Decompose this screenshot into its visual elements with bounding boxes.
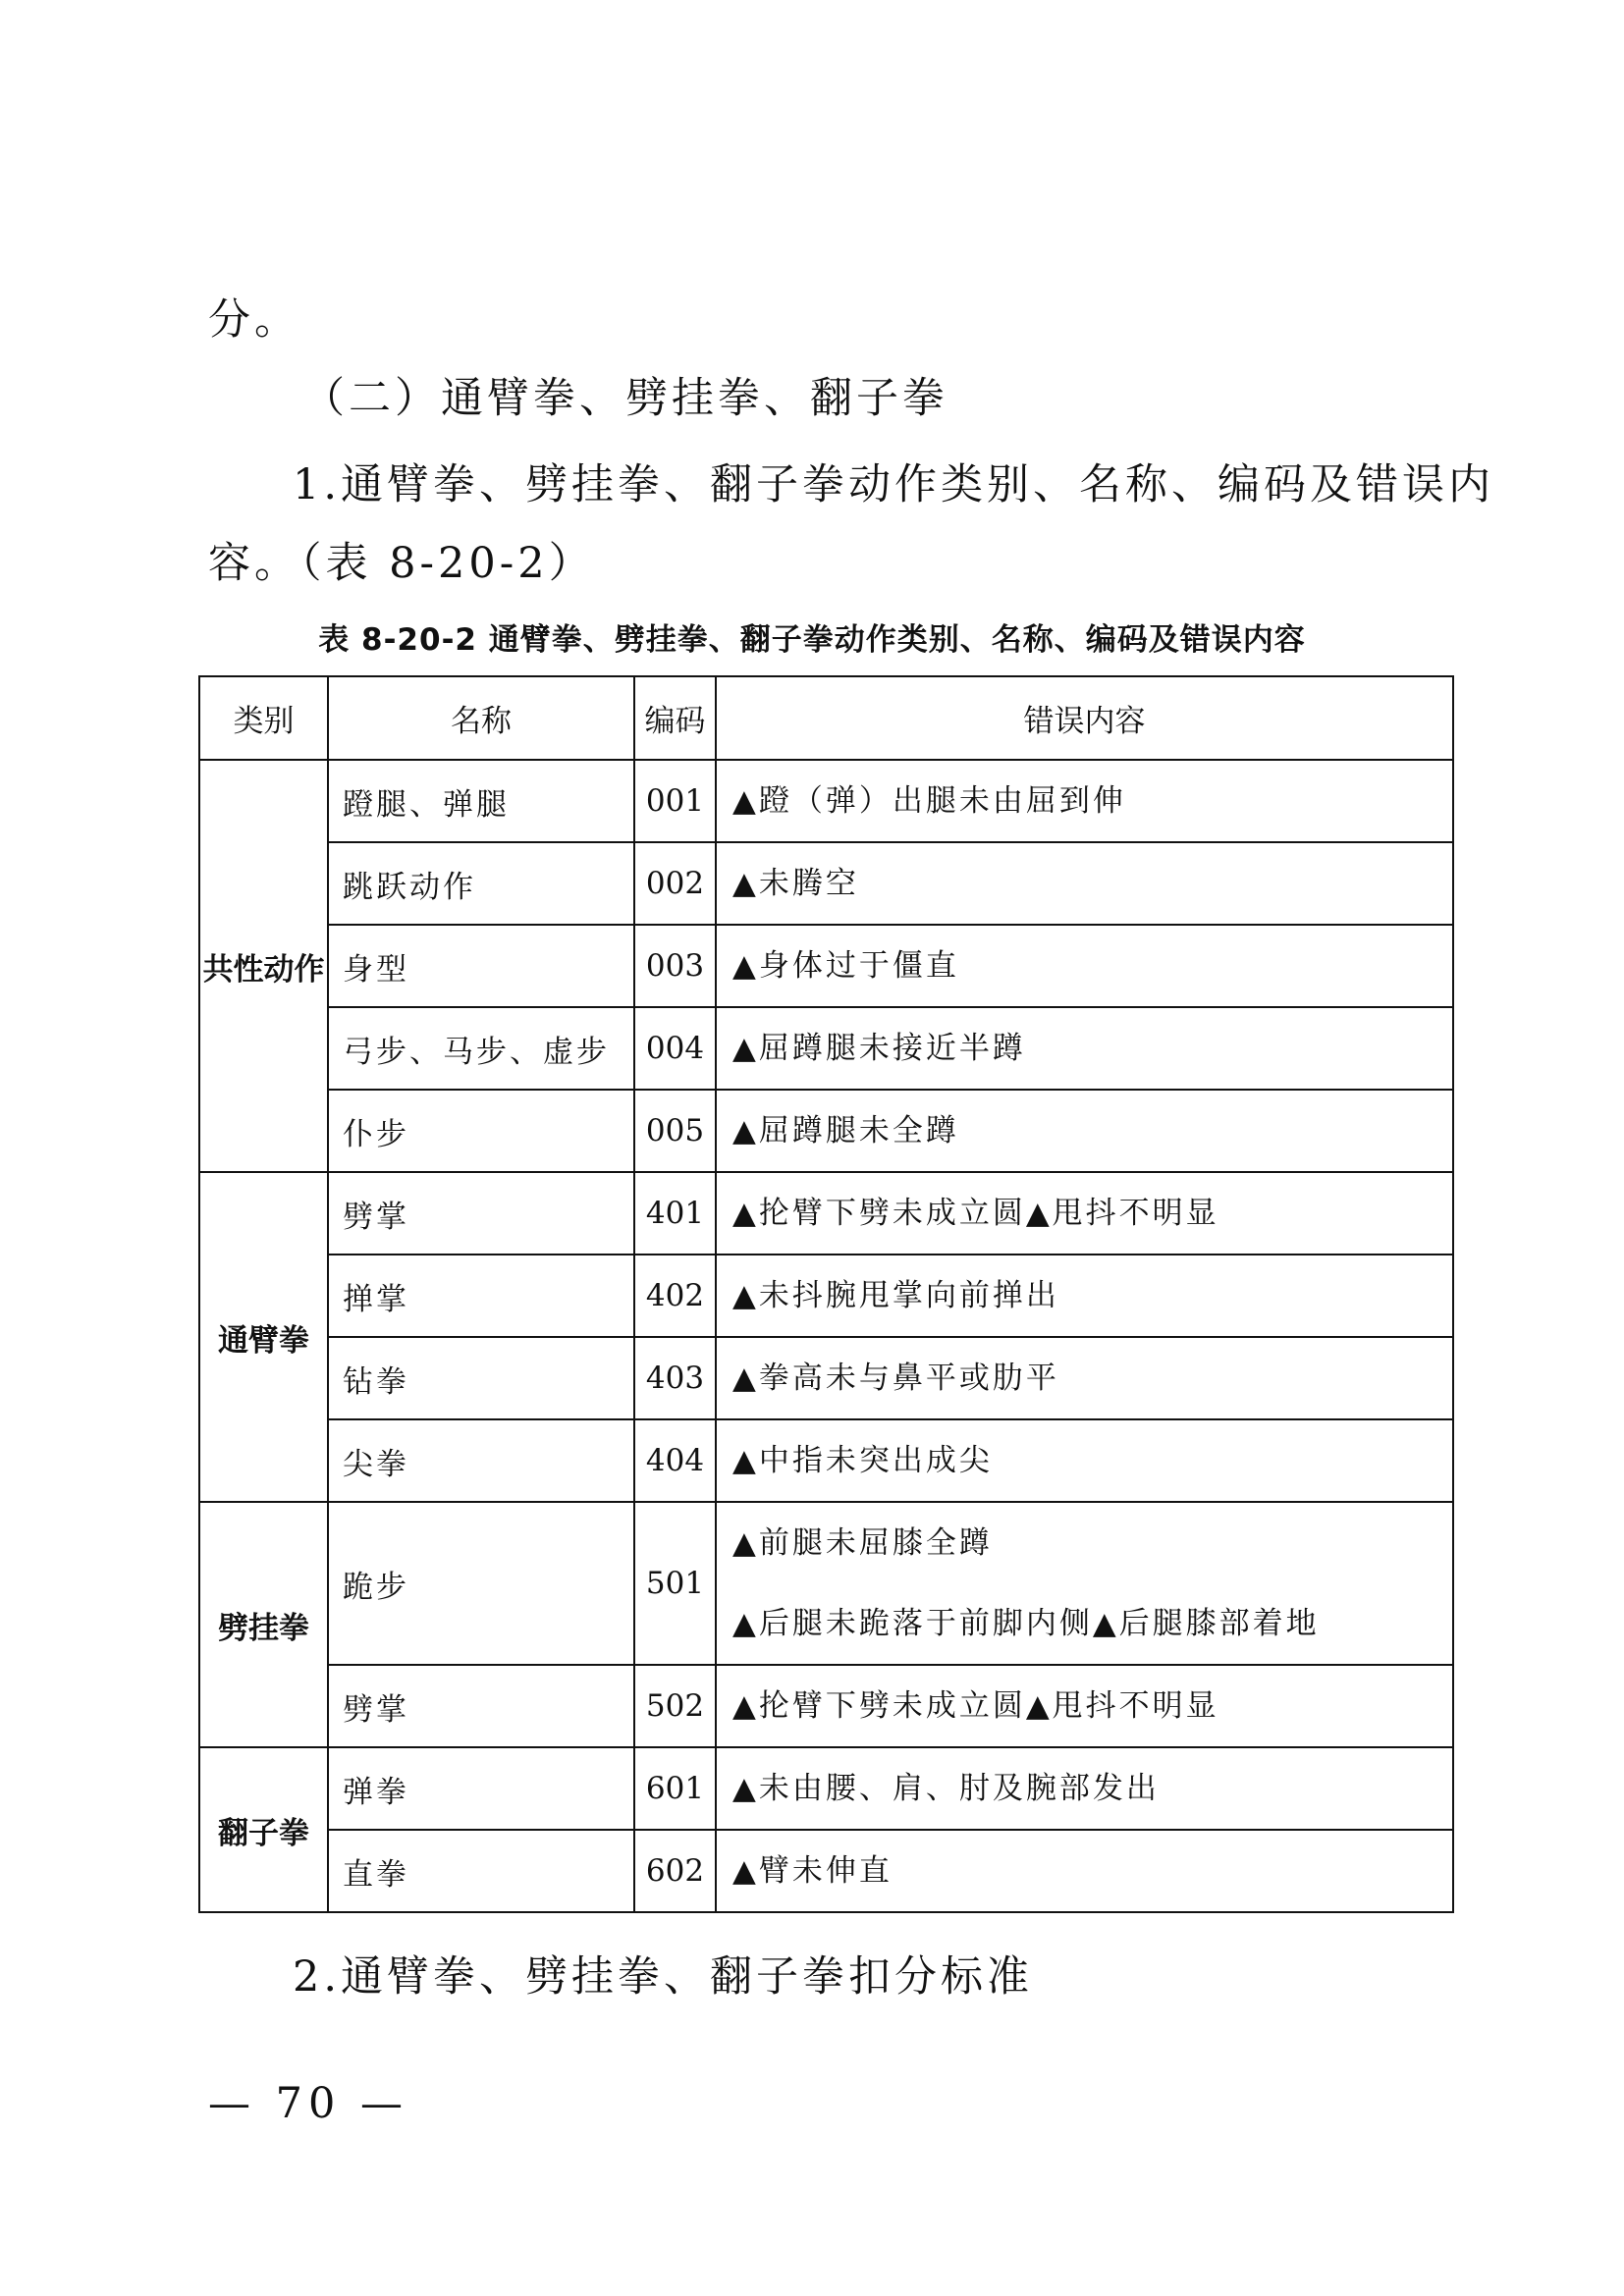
table-row [199, 1255, 1453, 1337]
table-row [199, 1172, 1453, 1255]
header-category: 类别 [199, 676, 328, 760]
name-cell: 弓步、马步、虚步 [328, 1007, 634, 1090]
table-body [199, 760, 1453, 1912]
name-cell: 蹬腿、弹腿 [328, 760, 634, 842]
table-row [199, 1502, 1453, 1665]
table-caption: 表 8-20-2 通臂拳、劈挂拳、翻子拳动作类别、名称、编码及错误内容 [318, 622, 1306, 658]
table-row [199, 760, 1453, 842]
table-row [199, 1007, 1453, 1090]
category-cell: 翻子拳 [199, 1747, 328, 1912]
code-cell: 004 [634, 1007, 716, 1090]
error-text: ▲屈蹲腿未接近半蹲 [732, 1031, 1026, 1066]
name-cell: 身型 [328, 925, 634, 1007]
name-cell: 跪步 [328, 1502, 634, 1665]
name-cell: 直拳 [328, 1830, 634, 1912]
header-code: 编码 [634, 676, 716, 760]
table-row [199, 1830, 1453, 1912]
name-cell: 劈掌 [328, 1665, 634, 1747]
error-text: ▲抡臂下劈未成立圆▲甩抖不明显 [732, 1688, 1219, 1724]
code-cell: 401 [634, 1172, 716, 1255]
error-text: ▲抡臂下劈未成立圆▲甩抖不明显 [732, 1196, 1219, 1231]
name-cell: 劈掌 [328, 1172, 634, 1255]
errors-cell [716, 1007, 1453, 1090]
section-heading: （二）通臂拳、劈挂拳、翻子拳 [302, 374, 948, 423]
error-table [198, 675, 1454, 1913]
table-row [199, 1337, 1453, 1419]
header-name: 名称 [328, 676, 634, 760]
page-number: — 70 — [208, 2079, 409, 2128]
name-cell: 尖拳 [328, 1419, 634, 1502]
error-text: ▲拳高未与鼻平或肋平 [732, 1361, 1059, 1396]
error-text: ▲蹬（弹）出腿未由屈到伸 [732, 783, 1126, 819]
code-cell: 502 [634, 1665, 716, 1747]
error-text: ▲中指未突出成尖 [732, 1443, 993, 1478]
error-text: ▲身体过于僵直 [732, 948, 959, 984]
name-cell: 钻拳 [328, 1337, 634, 1419]
error-text: ▲未腾空 [732, 866, 859, 901]
errors-cell [716, 1337, 1453, 1419]
error-text: ▲臂未伸直 [732, 1853, 893, 1889]
paragraph-line: 分。 [208, 295, 300, 345]
code-cell: 602 [634, 1830, 716, 1912]
errors-cell [716, 1419, 1453, 1502]
table-row [199, 1419, 1453, 1502]
table-row [199, 1090, 1453, 1172]
table-header-row [199, 676, 1453, 760]
error-text: ▲屈蹲腿未全蹲 [732, 1113, 959, 1148]
category-cell: 劈挂拳 [199, 1502, 328, 1747]
paragraph-line: 容。（表 8-20-2） [208, 539, 595, 588]
errors-cell [716, 1172, 1453, 1255]
code-cell: 402 [634, 1255, 716, 1337]
name-cell: 跳跃动作 [328, 842, 634, 925]
errors-cell [716, 1747, 1453, 1830]
error-text: ▲未由腰、肩、肘及腕部发出 [732, 1771, 1160, 1806]
code-cell: 001 [634, 760, 716, 842]
name-cell: 仆步 [328, 1090, 634, 1172]
code-cell: 005 [634, 1090, 716, 1172]
error-text: ▲后腿未跪落于前脚内侧▲后腿膝部着地 [732, 1606, 1320, 1641]
name-cell: 弹拳 [328, 1747, 634, 1830]
table-row [199, 1747, 1453, 1830]
category-cell: 通臂拳 [199, 1172, 328, 1502]
header-errors: 错误内容 [716, 676, 1453, 760]
code-cell: 601 [634, 1747, 716, 1830]
errors-cell [716, 925, 1453, 1007]
paragraph-line: 2.通臂拳、劈挂拳、翻子拳扣分标准 [293, 1952, 1034, 2002]
category-cell: 共性动作 [199, 760, 328, 1172]
errors-cell [716, 1665, 1453, 1747]
error-text: ▲未抖腕甩掌向前掸出 [732, 1278, 1059, 1313]
errors-cell [716, 1830, 1453, 1912]
errors-cell [716, 842, 1453, 925]
code-cell: 003 [634, 925, 716, 1007]
code-cell: 403 [634, 1337, 716, 1419]
errors-cell [716, 1255, 1453, 1337]
name-cell: 掸掌 [328, 1255, 634, 1337]
errors-cell [716, 760, 1453, 842]
code-cell: 002 [634, 842, 716, 925]
paragraph-line: 1.通臂拳、劈挂拳、翻子拳动作类别、名称、编码及错误内 [293, 460, 1495, 509]
table-row [199, 842, 1453, 925]
errors-cell [716, 1502, 1453, 1665]
code-cell: 501 [634, 1502, 716, 1665]
error-text: ▲前腿未屈膝全蹲 [732, 1525, 993, 1561]
errors-cell [716, 1090, 1453, 1172]
code-cell: 404 [634, 1419, 716, 1502]
table-row [199, 925, 1453, 1007]
table-row [199, 1665, 1453, 1747]
